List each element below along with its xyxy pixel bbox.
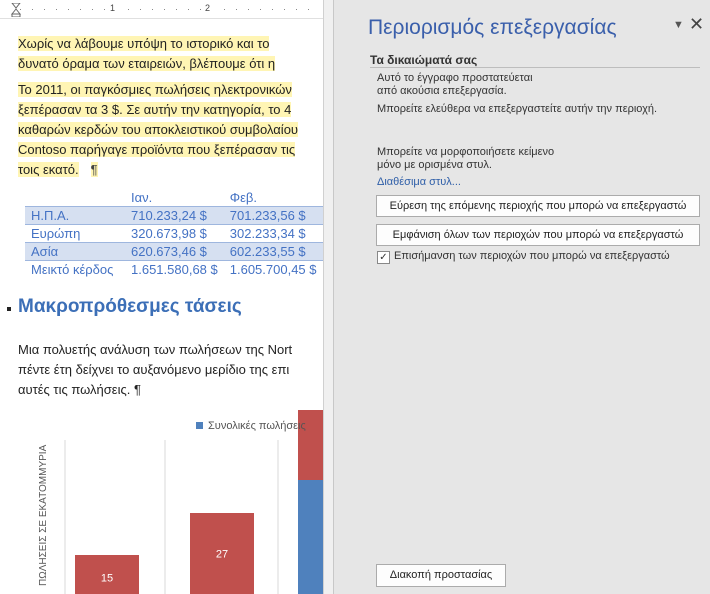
text-line: Το 2011, οι παγκόσμιες πωλήσεις ηλεκτρονικών: [18, 82, 292, 97]
ruler-tick: [272, 9, 273, 10]
divider: [370, 67, 700, 68]
highlight-checkbox-label[interactable]: Επισήμανση των περιοχών που μπορώ να επεξεργαστώ: [394, 250, 670, 262]
table-cell: 320.673,98 $: [131, 226, 207, 241]
legend-swatch: [196, 422, 203, 429]
ruler-tick: [224, 9, 225, 10]
ruler-tick: [152, 9, 153, 10]
text-line: αυτές τις πωλήσεις. ¶: [18, 382, 141, 397]
horizontal-ruler[interactable]: [0, 0, 323, 19]
table-cell: 620.673,46 $: [125, 243, 224, 261]
edit-region-text: Μπορείτε ελεύθερα να επεξεργαστείτε αυτήν την περιοχή.: [377, 103, 658, 115]
sales-chart[interactable]: [0, 410, 323, 594]
indent-marker-icon[interactable]: [11, 3, 21, 17]
pane-options-icon[interactable]: ▼: [673, 19, 684, 31]
ruler-tick: [140, 9, 141, 10]
table-cell: Μεικτό κέρδος: [25, 261, 125, 279]
close-icon[interactable]: ✕: [689, 14, 705, 34]
restrict-editing-pane: [333, 0, 710, 594]
ruler-number: 2: [205, 3, 211, 13]
table-row: [25, 207, 323, 225]
ruler-tick: [260, 9, 261, 10]
table-cell: 701.233,56 $: [224, 207, 323, 225]
table-header-cell: Ιαν.: [125, 189, 224, 207]
ruler-tick: [308, 9, 309, 10]
heading-bullet-icon: [7, 307, 11, 311]
highlight-checkbox[interactable]: ✓: [377, 251, 390, 264]
available-styles-link[interactable]: Διαθέσιμα στυλ...: [377, 176, 461, 188]
ruler-tick: [200, 9, 201, 10]
table-cell: Ευρώπη: [31, 226, 81, 241]
ruler-tick: [68, 9, 69, 10]
table-cell: 1.605.700,45 $: [224, 261, 323, 279]
paragraph-3[interactable]: [18, 340, 292, 400]
bar-data-label: 15: [100, 572, 114, 585]
ruler-number: 1: [110, 3, 116, 13]
table-cell: 710.233,24 $: [125, 207, 224, 225]
table-header-cell: Φεβ.: [224, 189, 323, 207]
table-header-row: [25, 189, 323, 207]
paragraph-mark: ¶: [90, 162, 98, 177]
pane-title: Περιορισμός επεξεργασίας: [368, 16, 617, 39]
paragraph-2[interactable]: [18, 80, 298, 180]
ruler-tick: [128, 9, 129, 10]
ruler-tick: [176, 9, 177, 10]
format-text: μόνο με ορισμένα στυλ.: [377, 159, 492, 171]
ruler-tick: [188, 9, 189, 10]
table-row: [25, 225, 323, 243]
financial-table[interactable]: [25, 189, 323, 278]
section-heading[interactable]: Μακροπρόθεσμες τάσεις: [18, 296, 242, 317]
info-text: Αυτό το έγγραφο προστατεύεται: [377, 72, 533, 84]
table-row: [25, 243, 323, 261]
text-line: δυνατό όραμα των εταιρειών, βλέπουμε ότι η: [18, 56, 276, 71]
ruler-tick: [104, 9, 105, 10]
table-cell: Ασία: [25, 243, 125, 261]
bar-segment[interactable]: [298, 480, 323, 594]
text-line: πέντε έτη δείχνει το αυξανόμενο μερίδιο της επι: [18, 362, 290, 377]
rights-heading: Τα δικαιώματά σας: [370, 53, 478, 67]
ruler-tick: [44, 9, 45, 10]
ruler-tick: [92, 9, 93, 10]
text-line: Μια πολυετής ανάλυση των πωλήσεων της Nort: [18, 342, 293, 357]
ruler-tick: [248, 9, 249, 10]
text-line: ξεπέρασαν τα 3 $. Σε αυτήν την κατηγορία, το 4: [18, 102, 292, 117]
ruler-tick: [20, 9, 21, 10]
table-cell: 1.651.580,68 $: [125, 261, 224, 279]
bar-data-label: 27: [215, 548, 229, 561]
text-line: τοις εκατό.: [18, 162, 79, 177]
show-all-regions-button[interactable]: Εμφάνιση όλων των περιοχών που μπορώ να επεξεργαστώ: [376, 224, 700, 246]
text-line: καθαρών κερδών του αποκλειστικού συμβολαίου: [18, 122, 299, 137]
ruler-tick: [284, 9, 285, 10]
table-cell: 602.233,55 $: [224, 243, 323, 261]
ruler-tick: [56, 9, 57, 10]
table-cell: Η.Π.Α.: [25, 207, 125, 225]
text-line: Χωρίς να λάβουμε υπόψη το ιστορικό και το: [18, 36, 270, 51]
text-line: Contoso παρήγαγε προϊόντα που ξεπέρασαν τις: [18, 142, 296, 157]
find-next-region-button[interactable]: Εύρεση της επόμενης περιοχής που μπορώ να επεξεργαστώ: [376, 195, 700, 217]
ruler-tick: [236, 9, 237, 10]
ruler-tick: [80, 9, 81, 10]
paragraph-1[interactable]: [18, 34, 275, 74]
ruler-tick: [296, 9, 297, 10]
document-area[interactable]: [0, 0, 324, 594]
format-text: Μπορείτε να μορφοποιήσετε κείμενο: [377, 146, 555, 158]
ruler-tick: [164, 9, 165, 10]
table-cell: 302.233,34 $: [229, 226, 306, 241]
table-row: [25, 261, 323, 279]
ruler-tick: [32, 9, 33, 10]
y-axis-label: ΠΩΛΗΣΕΙΣ ΣΕ ΕΚΑΤΟΜΜΥΡΙΑ: [38, 444, 49, 586]
legend-label: Συνολικές πωλήσεις: [208, 420, 306, 432]
stop-protection-button[interactable]: Διακοπή προστασίας: [376, 564, 506, 587]
info-text: από ακούσια επεξεργασία.: [377, 85, 507, 97]
table-header-cell: [25, 189, 125, 207]
